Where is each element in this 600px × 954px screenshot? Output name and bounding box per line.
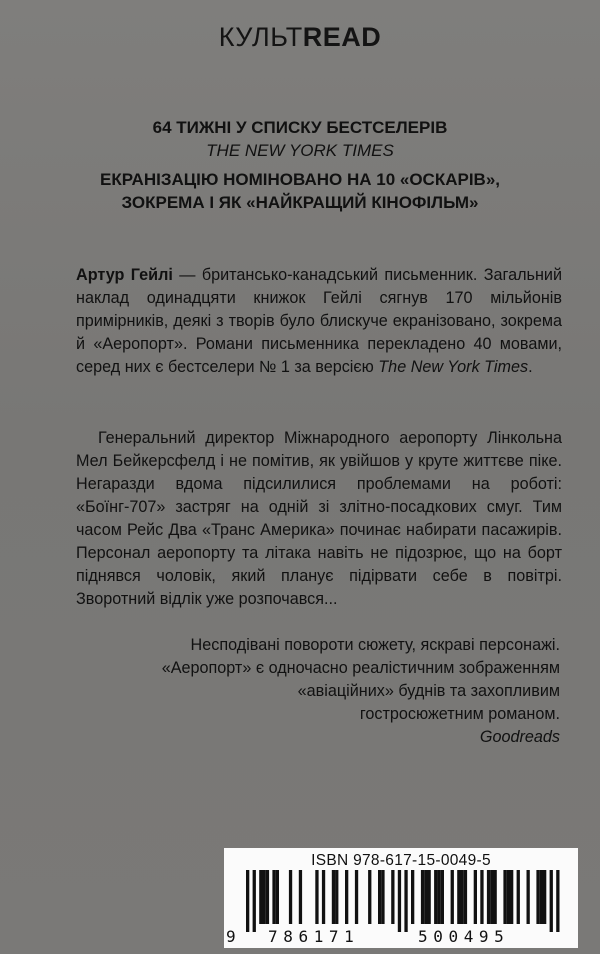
barcode-bar [299, 870, 302, 924]
barcode-bar [259, 870, 262, 924]
barcode-bar [441, 870, 444, 924]
barcode-bar [540, 870, 543, 924]
headline-block [0, 116, 600, 214]
barcode-bar [480, 870, 483, 924]
barcode-bar [543, 870, 546, 924]
author-bio-text: — британсько-канадський письменник. Загальний наклад одинадцяти книжок Гейлі сягнув 170 мільйонів примірників, деякі з творів було блискуче екранізовано, зокрема й «Аеропорт». Романи письменника перекладено 40 мовами, серед них є бестселери № 1 за версією [76, 266, 562, 376]
barcode-bar [266, 870, 269, 924]
barcode-bar [289, 870, 292, 924]
barcode-bar [461, 870, 464, 924]
author-bio [76, 264, 562, 379]
ean-first-digit: 9 [226, 927, 236, 946]
barcode-bar [391, 870, 394, 924]
barcode-bar [437, 870, 440, 924]
barcode-bar [398, 870, 401, 932]
ean-left-group: 786171 [268, 927, 360, 946]
headline-oscars: ЕКРАНІЗАЦІЮ НОМІНОВАНО НА 10 «ОСКАРІВ», [99, 170, 500, 189]
author-bio-end: . [528, 358, 533, 376]
review-source: Goodreads [479, 728, 560, 746]
barcode-bar [345, 870, 348, 924]
review-line: «Аеропорт» є одночасно реалістичним зображенням [161, 659, 560, 677]
barcode-bar [503, 870, 506, 924]
series-logo-prefix: КУЛЬТ [218, 22, 303, 52]
review-line: «авіаційних» буднів та захопливим [297, 682, 560, 700]
barcode-graphic [234, 870, 568, 932]
barcode-bar [457, 870, 460, 924]
headline-best-film: ЗОКРЕМА І ЯК «НАЙКРАЩИЙ КІНОФІЛЬМ» [121, 193, 479, 212]
barcode-bar [464, 870, 467, 924]
barcode-bar [536, 870, 539, 924]
barcode-bar [315, 870, 318, 924]
ean-right-group: 500495 [418, 927, 510, 946]
synopsis-text: Генеральний директор Міжнародного аеропорту Лінкольна Мел Бейкерсфелд і не помітив, як увійшов у круте життєве піке. Негаразди вдома підсилилися проблемами на роботі: «Боїнг-707» застряг на одній зі злітно-посадкових смуг. Тим часом Рейс Два «Транс Америка» починає набирати пасажирів. Персонал аеропорту та літака навіть не підозрює, що на борт піднявся чоловік, який планує підірвати себе в повітрі. Зворотний відлік уже розпочався... [76, 429, 562, 608]
barcode-bar [550, 870, 553, 932]
barcode-bar [263, 870, 266, 924]
barcode-bar [424, 870, 427, 924]
barcode-bar [272, 870, 275, 924]
barcode-bar [556, 870, 559, 932]
barcode-bar [246, 870, 249, 932]
barcode-bar [487, 870, 490, 924]
barcode-bar [332, 870, 335, 924]
review-line: Несподівані повороти сюжету, яскраві персонажі. [190, 636, 560, 654]
barcode-bar [421, 870, 424, 924]
headline-nyt: THE NEW YORK TIMES [206, 141, 394, 160]
review-line: гостросюжетним романом. [359, 705, 560, 723]
series-logo-suffix: READ [302, 22, 382, 52]
barcode-bar [434, 870, 437, 924]
synopsis [76, 427, 562, 611]
series-logo [0, 22, 600, 53]
isbn-label: ISBN 978-617-15-0049-5 [311, 852, 491, 869]
barcode-bar [527, 870, 530, 924]
barcode-bar [411, 870, 414, 924]
barcode-bar [517, 870, 520, 924]
barcode-bar [490, 870, 493, 924]
author-name: Артур Гейлі [76, 266, 173, 284]
headline-bestseller: 64 ТИЖНІ У СПИСКУ БЕСТСЕЛЕРІВ [152, 118, 448, 137]
barcode-bar [355, 870, 358, 924]
barcode-bar [451, 870, 454, 924]
barcode-bar [253, 870, 256, 932]
barcode-bar [404, 870, 407, 932]
barcode-panel [224, 848, 578, 948]
barcode-bar [381, 870, 384, 924]
author-bio-nyt: The New York Times [378, 358, 529, 376]
barcode-bar [474, 870, 477, 924]
review-quote [100, 634, 560, 749]
barcode-bar [428, 870, 431, 924]
barcode-bar [494, 870, 497, 924]
barcode-bar [510, 870, 513, 924]
barcode-bar [378, 870, 381, 924]
barcode-bar [276, 870, 279, 924]
barcode-bar [335, 870, 338, 924]
barcode-bar [368, 870, 371, 924]
barcode-bar [507, 870, 510, 924]
barcode-bar [322, 870, 325, 924]
